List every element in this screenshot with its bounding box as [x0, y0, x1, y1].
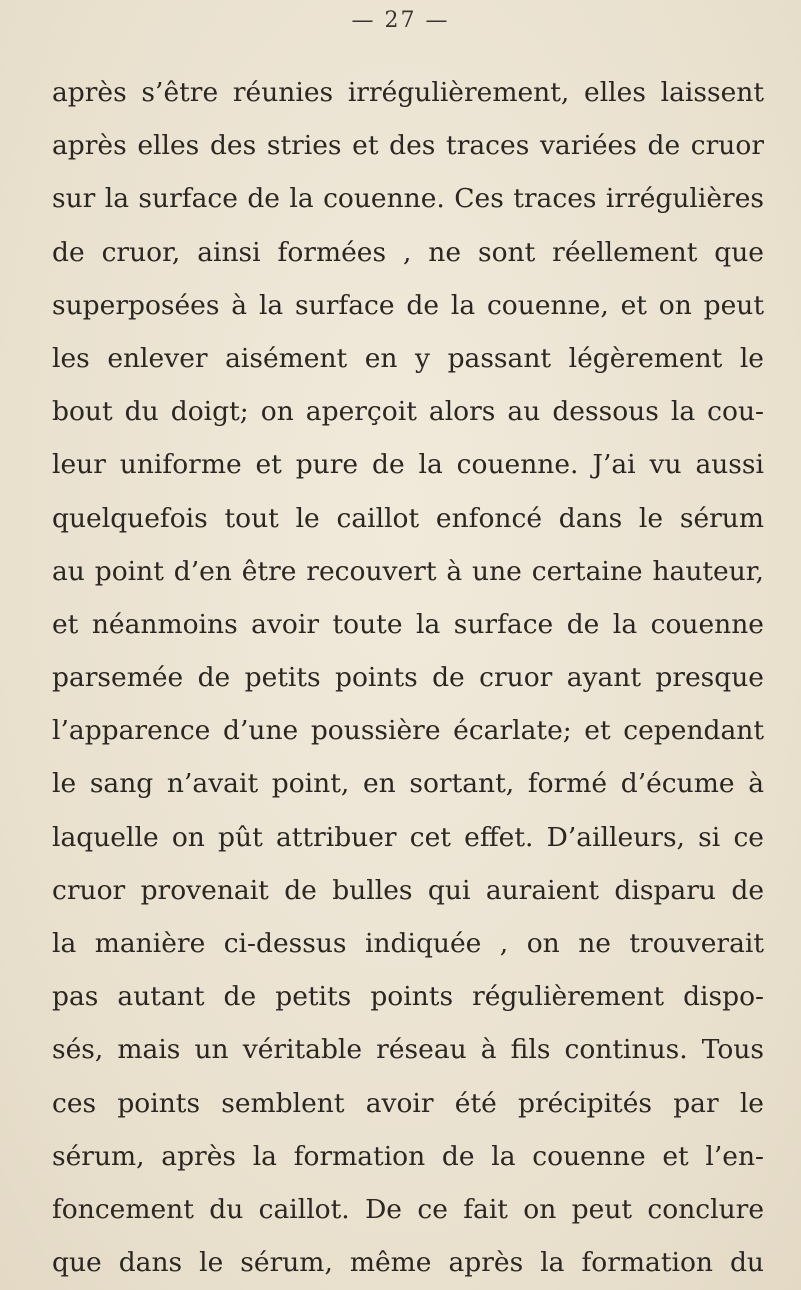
- text-line: cruor provenait de bulles qui auraient disparu de: [52, 874, 764, 906]
- text-line: l’apparence d’une poussière écarlate; et cependant: [52, 715, 764, 747]
- text-line: foncement du caillot. De ce fait on peut conclure: [52, 1193, 764, 1225]
- text-line: sés, mais un véritable réseau à fils continus. Tous: [52, 1034, 764, 1066]
- text-line: quelquefois tout le caillot enfoncé dans le sérum: [52, 502, 764, 534]
- text-line: leur uniforme et pure de la couenne. J’ai vu aussi: [52, 449, 764, 481]
- text-line: la manière ci-dessus indiquée , on ne trouverait: [52, 928, 764, 959]
- text-line: ces points semblent avoir été précipités par le: [52, 1087, 764, 1119]
- text-line: le sang n’avait point, en sortant, formé d’écume à: [52, 768, 764, 800]
- text-line: pas autant de petits points régulièrement dispo-: [52, 981, 764, 1013]
- text-line: bout du doigt; on aperçoit alors au dessous la cou-: [52, 396, 764, 428]
- text-line: sérum, après la formation de la couenne et l’en-: [52, 1140, 764, 1172]
- text-line: les enlever aisément en y passant légèrement le: [52, 342, 764, 374]
- text-line: de cruor, ainsi formées , ne sont réellement que: [52, 236, 764, 268]
- text-line: parsemée de petits points de cruor ayant presque: [52, 662, 764, 694]
- text-line: après s’être réunies irrégulièrement, elles laissent: [52, 77, 764, 108]
- text-line: superposées à la surface de la couenne, et on peut: [52, 289, 764, 321]
- text-line: que dans le sérum, même après la formation du: [52, 1247, 764, 1279]
- text-line: sur la surface de la couenne. Ces traces irrégulières: [52, 183, 764, 215]
- text-line: et néanmoins avoir toute la surface de la couenne: [52, 608, 764, 640]
- page-number: — 27 —: [351, 8, 450, 33]
- text-line: laquelle on pût attribuer cet effet. D’ailleurs, si ce: [52, 821, 764, 853]
- text-line: au point d’en être recouvert à une certaine hauteur,: [52, 555, 764, 587]
- text-line: après elles des stries et des traces variées de cruor: [52, 130, 764, 162]
- body-text: [52, 66, 764, 1289]
